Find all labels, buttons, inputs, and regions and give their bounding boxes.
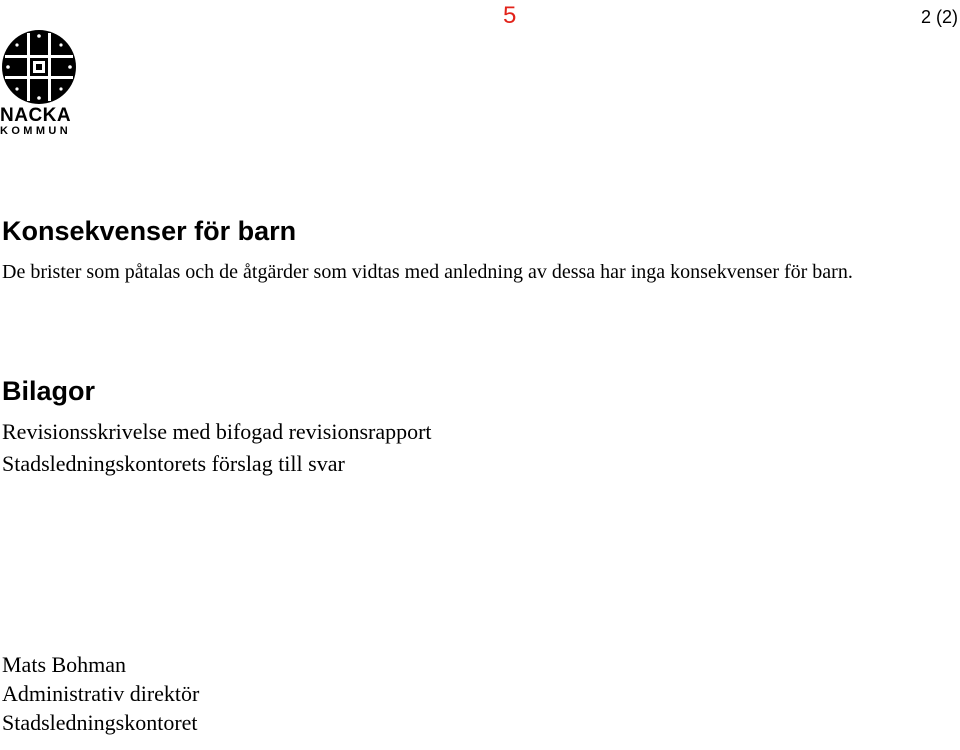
attachments-list <box>2 416 432 480</box>
heading-konsekvenser: Konsekvenser för barn <box>2 216 297 246</box>
signature-department: Stadsledningskontoret <box>2 710 198 735</box>
logo-wordmark-kommun: KOMMUN <box>0 125 72 137</box>
nacka-kommun-crest-icon <box>0 26 80 106</box>
list-item: Revisionsskrivelse med bifogad revisionsrapport <box>2 419 432 444</box>
list-item: Stadsledningskontorets förslag till svar <box>2 451 345 476</box>
logo-wordmark-nacka: NACKA <box>0 105 72 126</box>
signature-title: Administrativ direktör <box>2 681 200 706</box>
nacka-kommun-logo <box>0 26 80 138</box>
heading-bilagor: Bilagor <box>2 376 96 406</box>
consequences-paragraph: De brister som påtalas och de åtgärder som vidtas med anledning av dessa har inga konsekvenser för barn. <box>2 261 853 283</box>
page-number-red: 5 <box>503 2 517 29</box>
signature-name: Mats Bohman <box>2 652 127 677</box>
page-count: 2 (2) <box>920 7 958 27</box>
signature-block <box>2 650 199 737</box>
